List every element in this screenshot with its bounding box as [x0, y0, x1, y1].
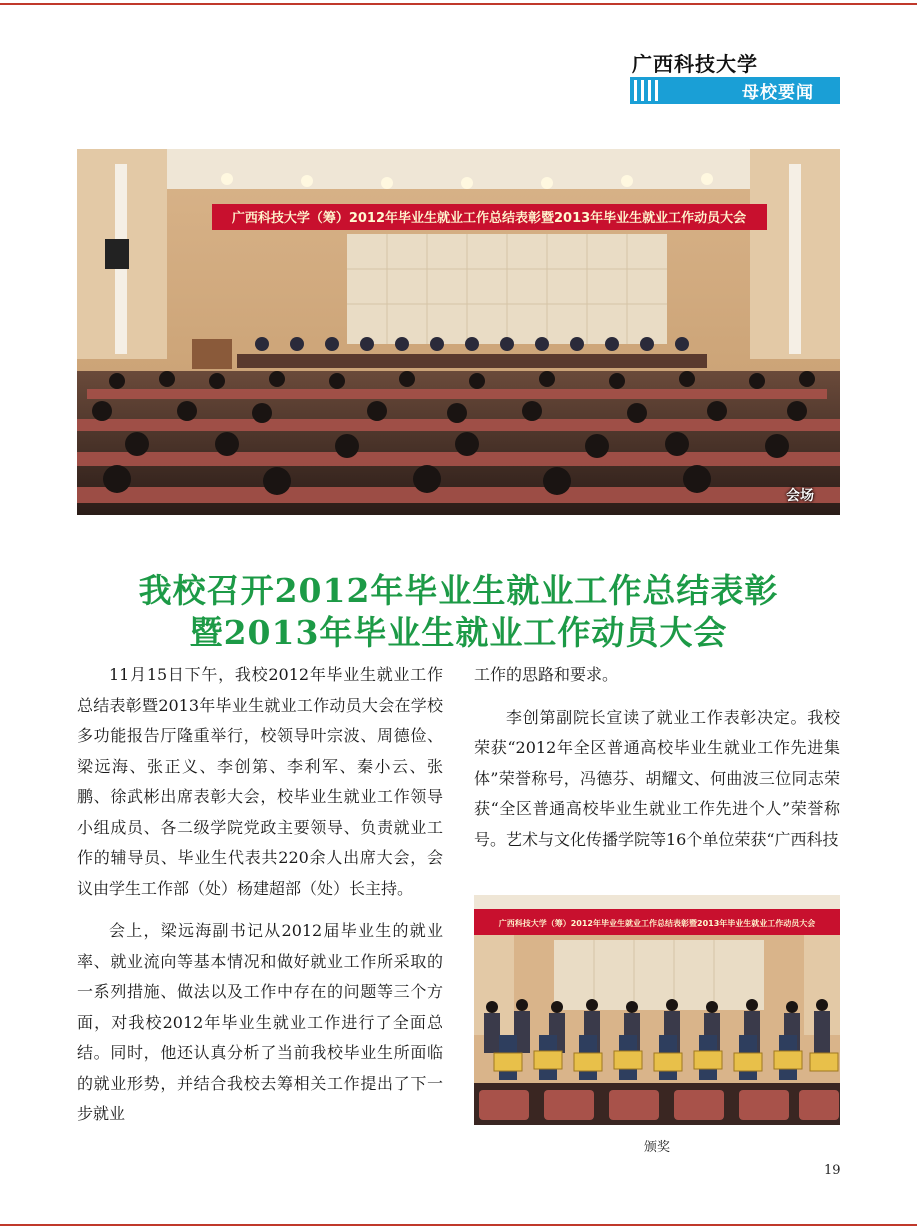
article-paragraph: 11月15日下午，我校2012年毕业生就业工作总结表彰暨2013年毕业生就业工作动员大会在学校多功能报告厅隆重举行，校领导叶宗波、周德俭、梁远海、张正义、李创第、李利军、秦小云、张鹏、徐武彬出席表彰大会，校毕业生就业工作领导小组成员、各二级学院党政主要领导、负责就业工作的辅导员、毕业生代表共220余人出席大会，会议由学生工作部（处）杨建超部（处）长主持。	[77, 665, 443, 898]
photo-award-ceremony	[474, 895, 840, 1125]
photo1-caption: 会场	[786, 488, 814, 504]
article-paragraph: 工作的思路和要求。	[474, 665, 619, 684]
article-paragraph: 李创第副院长宣读了就业工作表彰决定。我校荣获“2012年全区普通高校毕业生就业工作先进集体”荣誉称号，冯德芬、胡耀文、何曲波三位同志荣获“全区普通高校毕业生就业工作先进个人”荣誉称号。艺术与文化传播学院等16个单位荣获“广西科技	[474, 707, 840, 849]
article-left-column	[77, 660, 443, 1142]
article-paragraph: 会上，梁远海副书记从2012届毕业生的就业率、就业流向等基本情况和做好就业工作所采取的一系列措施、做法以及工作中存在的问题等三个方面，对我校2012年毕业生就业工作进行了全面总结。同时，他还认真分析了当前我校毕业生所面临的就业形势，并结合我校去筹相关工作提出了下一步就业	[77, 921, 443, 1123]
header-school-name: 广西科技大学	[632, 52, 758, 76]
photo2-caption: 颁奖	[643, 1140, 670, 1155]
header-section-band	[630, 77, 840, 104]
page-number: 19	[824, 1163, 841, 1178]
photo-conference-hall	[77, 149, 840, 515]
top-rule	[0, 3, 917, 5]
photo2-banner-text: 广西科技大学（筹）2012年毕业生就业工作总结表彰暨2013年毕业生就业工作动员大会	[498, 919, 816, 928]
photo1-banner-text: 广西科技大学（筹）2012年毕业生就业工作总结表彰暨2013年毕业生就业工作动员大会	[231, 211, 747, 226]
header-stripes	[634, 80, 658, 101]
article-right-column	[474, 660, 840, 867]
header-section-label: 母校要闻	[742, 83, 814, 103]
article-title-line2: 暨2013年毕业生就业工作动员大会	[189, 613, 728, 652]
bottom-rule	[0, 1224, 917, 1226]
article-title-line1: 我校召开2012年毕业生就业工作总结表彰	[138, 571, 779, 610]
